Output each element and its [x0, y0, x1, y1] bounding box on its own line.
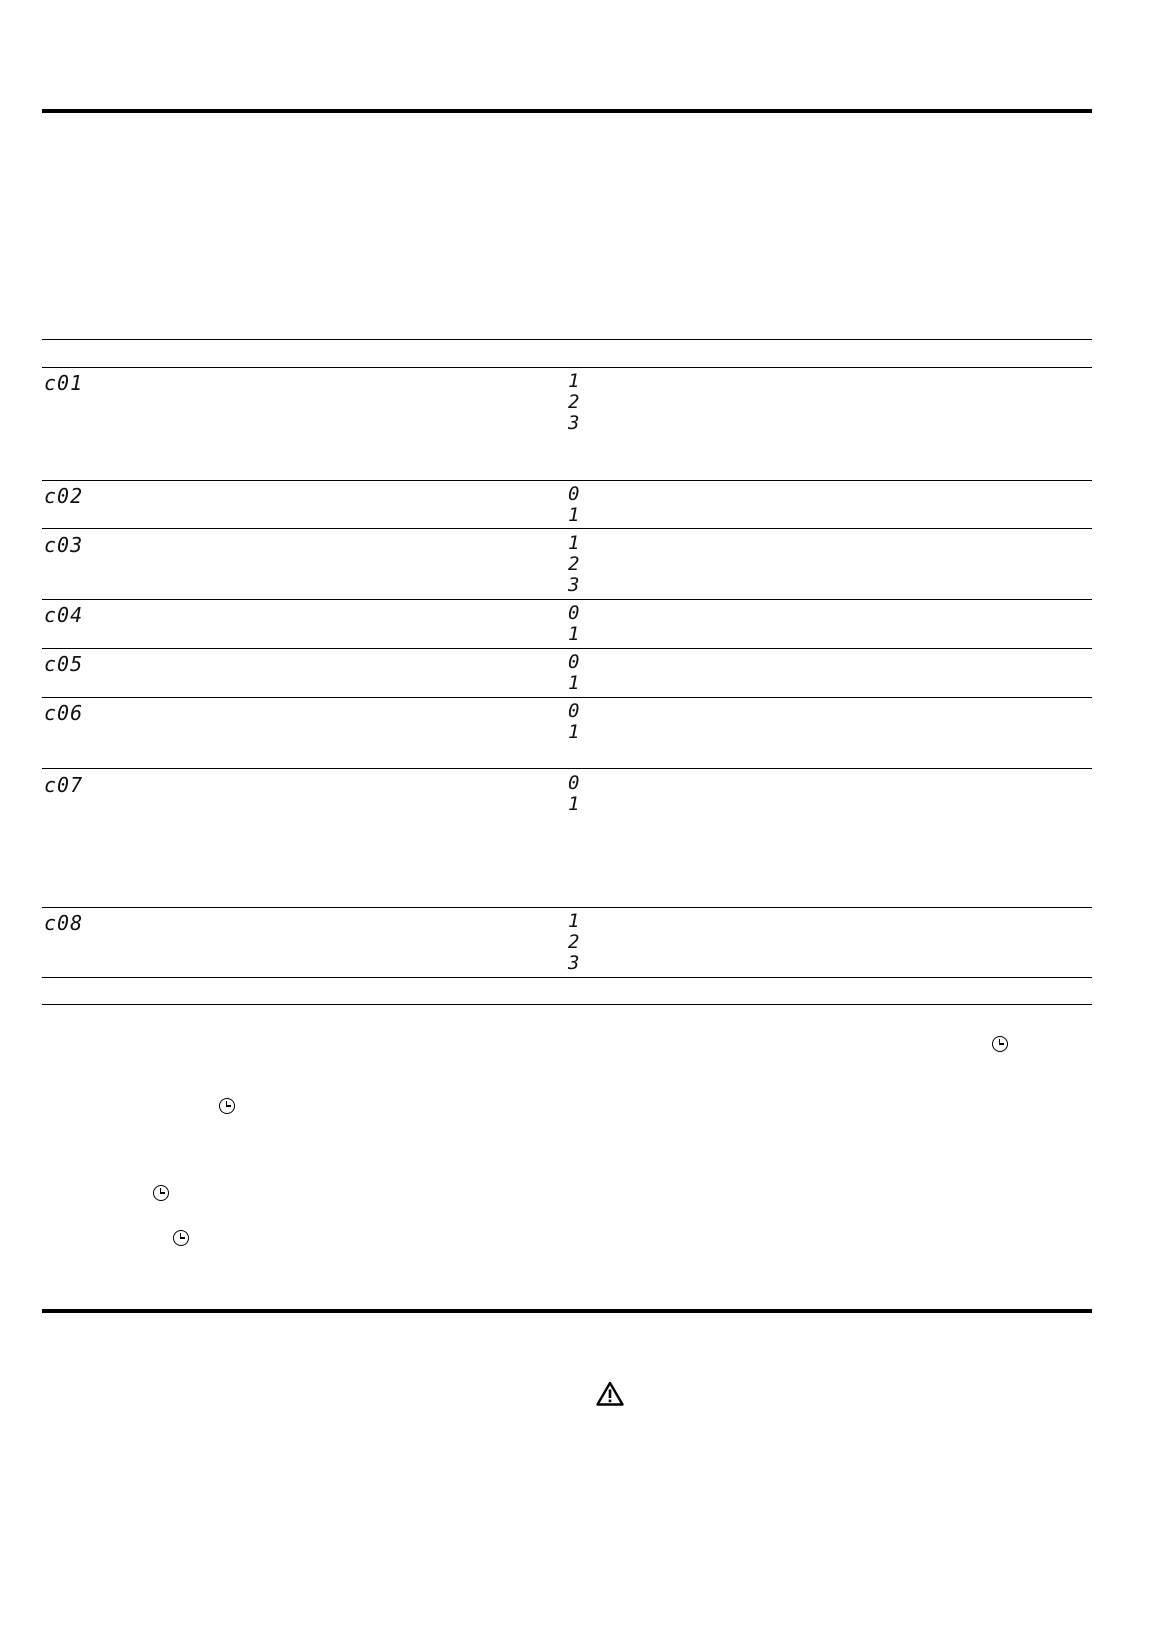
- setting-value: 1: [568, 910, 581, 932]
- row-divider: [42, 697, 1092, 698]
- setting-code: c02: [44, 484, 84, 508]
- setting-code: c04: [44, 603, 84, 627]
- setting-value: 3: [568, 412, 581, 434]
- setting-value: 1: [568, 793, 581, 815]
- setting-value: 0: [568, 700, 581, 722]
- setting-value: 1: [568, 504, 581, 526]
- setting-code: c01: [44, 371, 84, 395]
- setting-value: 3: [568, 952, 581, 974]
- setting-code: c06: [44, 701, 84, 725]
- row-divider: [42, 768, 1092, 769]
- table-header-bottom-rule: [42, 367, 1092, 368]
- setting-value: 0: [568, 602, 581, 624]
- clock-icon: [219, 1098, 235, 1114]
- setting-value: 2: [568, 553, 581, 575]
- setting-value: 2: [568, 931, 581, 953]
- setting-value: 3: [568, 574, 581, 596]
- row-divider: [42, 528, 1092, 529]
- setting-code: c05: [44, 652, 84, 676]
- setting-value: 0: [568, 483, 581, 505]
- table-header-top-rule: [42, 339, 1092, 340]
- setting-value: 1: [568, 623, 581, 645]
- setting-value: 1: [568, 672, 581, 694]
- row-divider: [42, 648, 1092, 649]
- setting-value: 1: [568, 370, 581, 392]
- section-bottom-rule: [42, 1309, 1092, 1313]
- row-divider: [42, 599, 1092, 600]
- table-footer-rule: [42, 1004, 1092, 1005]
- section-top-rule: [42, 109, 1092, 113]
- row-divider: [42, 907, 1092, 908]
- setting-value: 1: [568, 532, 581, 554]
- setting-value: 0: [568, 772, 581, 794]
- setting-value: 2: [568, 391, 581, 413]
- row-divider: [42, 480, 1092, 481]
- setting-value: 0: [568, 651, 581, 673]
- setting-code: c08: [44, 911, 84, 935]
- setting-code: c07: [44, 773, 84, 797]
- table-bottom-rule: [42, 977, 1092, 978]
- setting-code: c03: [44, 533, 84, 557]
- clock-icon: [153, 1185, 169, 1201]
- setting-value: 1: [568, 721, 581, 743]
- warning-triangle-icon: [596, 1381, 624, 1406]
- clock-icon: [173, 1230, 189, 1246]
- clock-icon: [992, 1036, 1008, 1052]
